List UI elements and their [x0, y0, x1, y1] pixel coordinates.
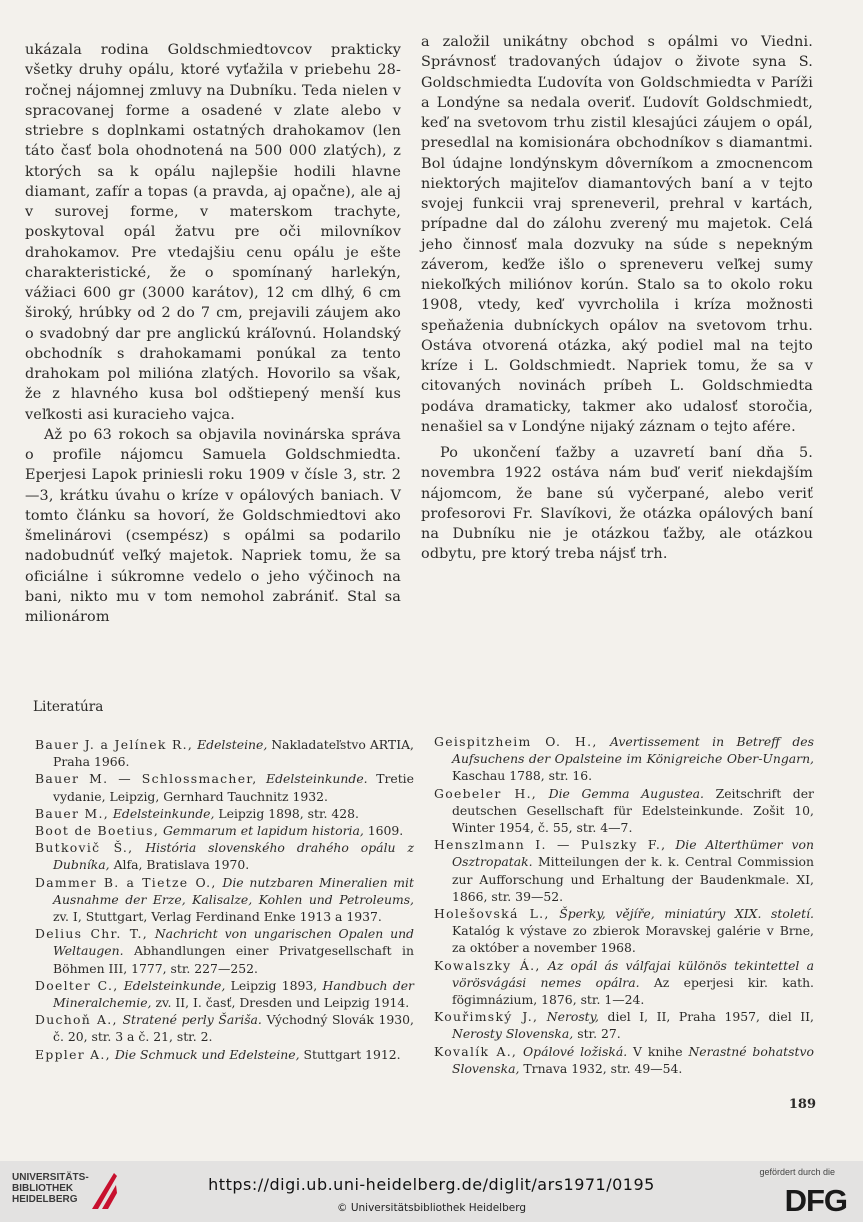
- body-paragraph: ukázala rodina Goldschmiedtovcov prakticky všetky druhy opálu, ktoré vyťažila v priebehu 28-ročnej nájomnej zmluvy na Dubníku. Teda nielen v spracovanej forme a osadené v zlate alebo v striebre s doplnkami ostatných drahokamov (len táto časť bola ohodnotená na 500 000 zlatých), z ktorých sa k opálu najlepšie hodili hlavne diamant, zafír a topas (a pravda, aj opačne), ale aj v surovej forme, v materskom trachyte, poskytoval opál žatvu pre oči milovníkov drahokamov. Pre vtedajšiu cenu opálu je ešte charakteristické, že o spomínaný harlekýn, vážiaci 600 gr (3000 karátov), 12 cm dlhý, 6 cm široký, hrúbky od 2 do 7 cm, prejavili záujem ako o svadobný dar pre anglickú kráľovnú. Holandský obchodník s drahokamami ponúkal za tento drahokam pol milióna zlatých. Hovorilo sa však, že z hlavného kusa bol odštiepený menší kus veľkosti asi kuracieho vajca.: [25, 42, 401, 423]
- body-paragraph: Až po 63 rokoch sa objavila novinárska správa o profile nájomcu Samuela Goldschmiedta. Eperjesi Lapok priniesli roku 1909 v čísle 3, str. 2—3, krátku úvahu o kríze v opálových baniach. V tomto článku sa hovorí, že Goldschmiedtovi ako šmelinárovi (csempész) s opálmi sa podarilo nadobudnúť veľký majetok. Napriek tomu, že sa oficiálne i súkromne vedelo o jeho výčinoch na bani, nikto mu v tom nemohol zabrániť. Stal sa milionárom: [25, 426, 401, 625]
- reference-rest: diel I, II, Praha 1957, diel II,: [607, 1009, 814, 1025]
- reference-rest: Zeitschrift der deutschen Gesellschaft für Edelsteinkunde. Zošit 10, Winter 1954, č. 55, str. 4—7.: [452, 785, 814, 836]
- reference-author: Bauer J. a Jelínek R.,: [35, 737, 194, 752]
- reference-rest: Leipzig 1898, str. 428.: [218, 805, 359, 821]
- reference-rest: V knihe: [633, 1043, 683, 1059]
- reference-entry: [35, 805, 414, 822]
- reference-author: Henszlmann I. — Pulszky F.,: [434, 837, 667, 853]
- reference-entry: [35, 1011, 414, 1045]
- copyright-notice: © Universitätsbibliothek Heidelberg: [336, 1202, 526, 1214]
- reference-author: Delius Chr. T.,: [35, 926, 148, 942]
- reference-entry: [35, 977, 414, 1011]
- reference-entry: [35, 874, 414, 926]
- reference-title: Edelsteinkunde.: [266, 771, 368, 787]
- reference-entry: [434, 1043, 814, 1077]
- reference-rest: Nakladateľstvo ARTIA, Praha 1966.: [53, 737, 414, 770]
- reference-rest: Mitteilungen der k. k. Central Commission zur Aufforschung und Erhaltung der Baudenkmale. XI, 1866, str. 39—52.: [452, 854, 814, 904]
- reference-author: Geispitzheim O. H.,: [434, 734, 598, 749]
- reference-rest: zv. I, Stuttgart, Verlag Ferdinand Enke 1913 a 1937.: [53, 909, 382, 925]
- literature-heading: Literatúra: [33, 699, 104, 715]
- reference-author: Kowalszky Á.,: [434, 957, 541, 973]
- reference-title: Nachricht von ungarischen Opalen und Weltaugen.: [53, 926, 414, 959]
- reference-entry: [35, 925, 414, 977]
- viewer-footer: [0, 1161, 863, 1222]
- reference-title: Šperky, vějíře, miniatúry XIX. století.: [559, 906, 814, 922]
- reference-entry: [434, 1008, 814, 1042]
- reference-title: Avertissement in Betreff des Aufsuchens der Opalsteine im Königreiche Ober-Ungarn,: [452, 734, 814, 767]
- reference-title: Die Alterthümer von Osztropatak.: [452, 837, 814, 870]
- reference-entry: [35, 1046, 414, 1063]
- reference-rest: Stuttgart 1912.: [303, 1046, 401, 1062]
- body-column-right: [421, 32, 813, 565]
- reference-rest: Trnava 1932, str. 49—54.: [523, 1060, 683, 1076]
- reference-title: Az opál ás válfajai különös tekintettel a vörösvágási nemes opálra.: [452, 957, 814, 990]
- reference-author: Holešovská L.,: [434, 906, 550, 922]
- reference-title: História slovenského drahého opálu z Dubníka,: [53, 840, 414, 873]
- reference-title: Handbuch der Mineralchemie,: [53, 977, 414, 1011]
- reference-rest: Katalóg k výstave zo zbierok Moravskej galérie v Brne, za október a november 1968.: [452, 923, 814, 956]
- reference-entry: [35, 822, 414, 839]
- body-column-left: [25, 40, 401, 627]
- reference-title: Die Gemma Augustea.: [548, 785, 704, 801]
- reference-author: Kouřimský J.,: [434, 1009, 539, 1025]
- reference-author: Duchoň A.,: [35, 1012, 118, 1028]
- reference-rest: Az eperjesi kir. kath. fögimnázium, 1876, str. 1—24.: [452, 974, 814, 1008]
- reference-title: Opálové ložiská.: [523, 1043, 628, 1059]
- reference-entry: [434, 905, 814, 957]
- reference-rest: Východný Slovák 1930, č. 20, str. 3 a č. 21, str. 2.: [53, 1012, 414, 1045]
- reference-entry: [35, 736, 414, 770]
- reference-rest: Leipzig 1893,: [230, 977, 318, 993]
- reference-title: Stratené perly Šariša.: [122, 1012, 262, 1028]
- reference-title: Nerosty Slovenska,: [452, 1026, 574, 1042]
- reference-entry: [434, 785, 814, 837]
- reference-author: Bauer M.,: [35, 805, 109, 821]
- reference-title: Edelsteinkunde,: [112, 805, 215, 821]
- reference-author: Boot de Boetius,: [35, 823, 160, 839]
- body-paragraph: a založil unikátny obchod s opálmi vo Viedni. Správnosť tradovaných údajov o živote syna S. Goldschmiedta Ľudovíta von Goldschmiedta v Paríži a Londýne sa nedala overiť. Ľudovít Goldschmiedt, keď na svetovom trhu zistil klesajúci záujem o opál, presedlal na komisionára obchodníkov s diamantmi. Bol údajne londýnskym dôverníkom a zmocnencom niektorých majiteľov diamantových baní a v tejto svojej funkcii vraj spreneveril, prehral v kartách, prípadne dal do zálohu zverený mu majetok. Celá jeho činnosť mala dozvuky na súde s nepekným záverom, keďže išlo o sprenevеru veľkej sumy niekoľkých miliónov korún. Stalo sa to okolo roku 1908, vtedy, keď vyvrcholila i kríza možnosti speňaženia dubníckych opálov na svetovom trhu. Ostáva otvorená otázka, aký podiel mal na tejto kríze i L. Goldschmiedt. Napriek tomu, že sa v citovaných novinách príbeh L. Goldschmiedta podáva dramaticky, takmer ako udalosť storočia, nenašiel sa v Londýne nijaký záznam o tejto afére.: [421, 34, 813, 435]
- reference-list-left: [35, 736, 414, 1063]
- reference-entry: [434, 836, 814, 905]
- reference-list-right: [434, 733, 814, 1077]
- reference-rest: zv. II, I. časť, Dresden und Leipzig 1914.: [155, 995, 410, 1011]
- reference-entry: [35, 770, 414, 804]
- reference-title: Gemmarum et lapidum historia,: [163, 823, 364, 839]
- reference-rest: Abhandlungen einer Privatgesellschaft in Böhmen III, 1777, str. 227—252.: [53, 943, 414, 976]
- reference-author: Dammer B. a Tietze O.,: [35, 874, 217, 890]
- reference-author: Goebeler H.,: [434, 785, 538, 801]
- reference-author: Kovalík A.,: [434, 1043, 518, 1059]
- reference-title: Nerosty,: [546, 1009, 599, 1025]
- reference-author: Butkovič Š.,: [35, 840, 134, 856]
- reference-rest: Kaschau 1788, str. 16.: [452, 768, 593, 784]
- reference-entry: [434, 733, 814, 785]
- reference-title: Die nutzbaren Mineralien mit Ausnahme der Erze, Kalisalze, Kohlen und Petroleums,: [53, 874, 414, 907]
- logo-text-line: UNIVERSITÄTS-: [12, 1172, 89, 1183]
- dfg-logo[interactable]: DFG: [784, 1183, 847, 1218]
- reference-rest: Tretie vydanie, Leipzig, Gernhard Tauchnitz 1932.: [53, 771, 414, 804]
- reference-entry: [35, 839, 414, 873]
- funder-note: gefördert durch die: [759, 1167, 835, 1177]
- reference-author: Eppler A.,: [35, 1046, 111, 1062]
- reference-author: Bauer M. — Schlossmacher,: [35, 771, 258, 787]
- reference-rest: str. 27.: [577, 1026, 621, 1042]
- reference-rest: Alfa, Bratislava 1970.: [113, 857, 250, 873]
- reference-title: Nerastné bohatstvo Slovenska,: [452, 1043, 814, 1076]
- reference-rest: 1609.: [367, 823, 404, 839]
- page-number: 189: [788, 1097, 816, 1112]
- reference-author: Doelter C.,: [35, 977, 119, 993]
- logo-text-line: HEIDELBERG: [12, 1194, 78, 1205]
- reference-title: Die Schmuck und Edelsteine,: [114, 1046, 300, 1062]
- permalink-url[interactable]: https://digi.ub.uni-heidelberg.de/diglit/ars1971/0195: [208, 1175, 655, 1194]
- reference-title: Edelsteinkunde,: [123, 977, 226, 993]
- reference-title: Edelsteine,: [197, 737, 268, 752]
- logo-text-line: BIBLIOTHEK: [12, 1183, 74, 1194]
- body-paragraph: Po ukončení ťažby a uzavretí baní dňa 5. novembra 1922 ostáva nám buď veriť niekdajším nájomcom, že bane sú vyčerpané, alebo veriť profesorovi Fr. Slavíkovi, že otázka opálových baní na Dubníku nie je otázkou ťažby, ale otázkou odbytu, pre ktorý treba nájsť trh.: [421, 445, 813, 563]
- reference-entry: [434, 957, 814, 1009]
